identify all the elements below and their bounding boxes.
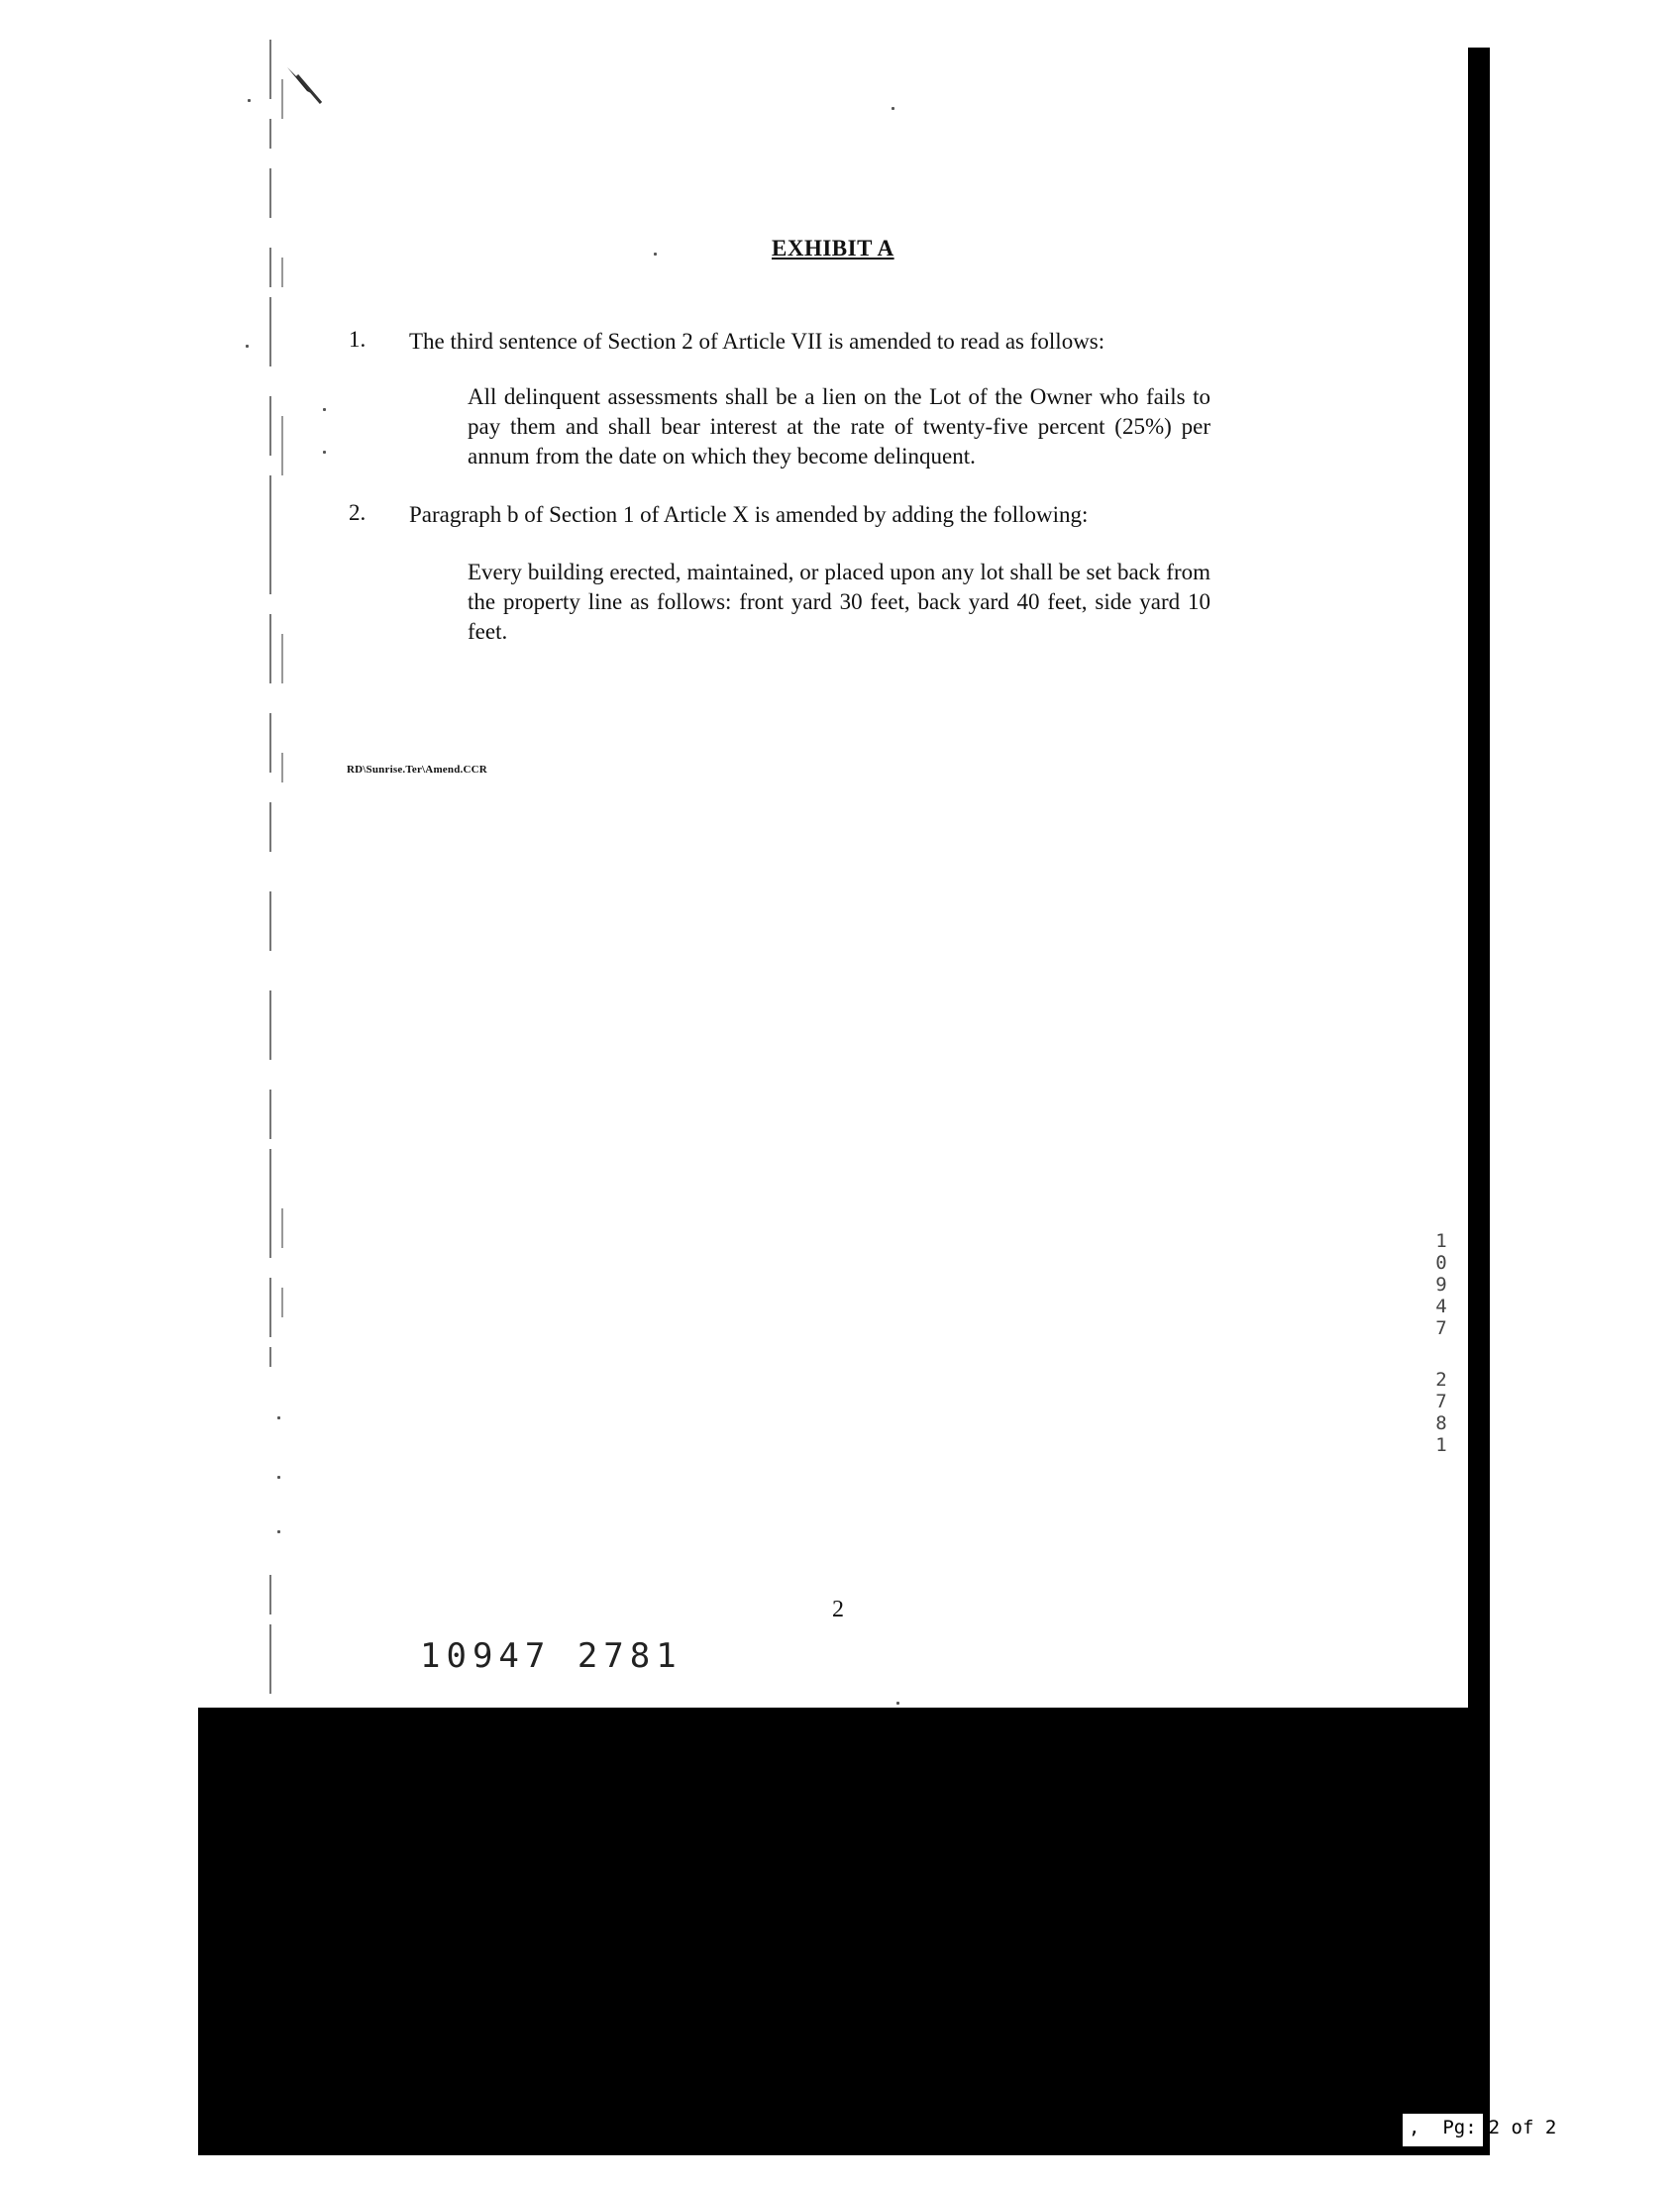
stamp-digit: 4 <box>1435 1296 1447 1317</box>
page-number: 2 <box>832 1597 844 1622</box>
item-body: All delinquent assessments shall be a lien on the Lot of the Owner who fails to pay them and shall bear interest at the rate of twenty-five percent (25%) per annum from the date on which they become delinquent. <box>468 384 1210 469</box>
stamp-digit: 2 <box>1435 1369 1447 1391</box>
book-page-stamp: 10947 2781 <box>420 1636 682 1676</box>
item-body: Every building erected, maintained, or placed upon any lot shall be set back from the property line as follows: front yard 30 feet, back yard 40 feet, side yard 10 feet. <box>468 560 1210 644</box>
stamp-digit: 8 <box>1435 1412 1447 1434</box>
page-indicator-label: , Pg: <box>1403 2114 1483 2146</box>
stamp-digit: 7 <box>1435 1391 1447 1412</box>
stamp-digit: 0 <box>1435 1252 1447 1274</box>
scan-mark <box>285 65 335 120</box>
item-number: 1. <box>349 327 367 352</box>
vertical-recording-stamp <box>1430 1230 1452 1456</box>
scan-border-bottom <box>198 1708 1490 2155</box>
page-indicator-value: 2 of 2 <box>1488 2117 1557 2138</box>
stamp-digit: 1 <box>1435 1230 1447 1252</box>
stamp-digit: 9 <box>1435 1274 1447 1296</box>
stamp-digit: 7 <box>1435 1317 1447 1339</box>
item-heading: The third sentence of Section 2 of Article VII is amended to read as follows: <box>409 329 1105 354</box>
file-reference: RD\Sunrise.Ter\Amend.CCR <box>347 764 487 776</box>
exhibit-title: EXHIBIT A <box>772 236 894 260</box>
stamp-digit: 1 <box>1435 1434 1447 1456</box>
item-number: 2. <box>349 500 367 525</box>
item-heading: Paragraph b of Section 1 of Article X is amended by adding the following: <box>409 502 1089 527</box>
